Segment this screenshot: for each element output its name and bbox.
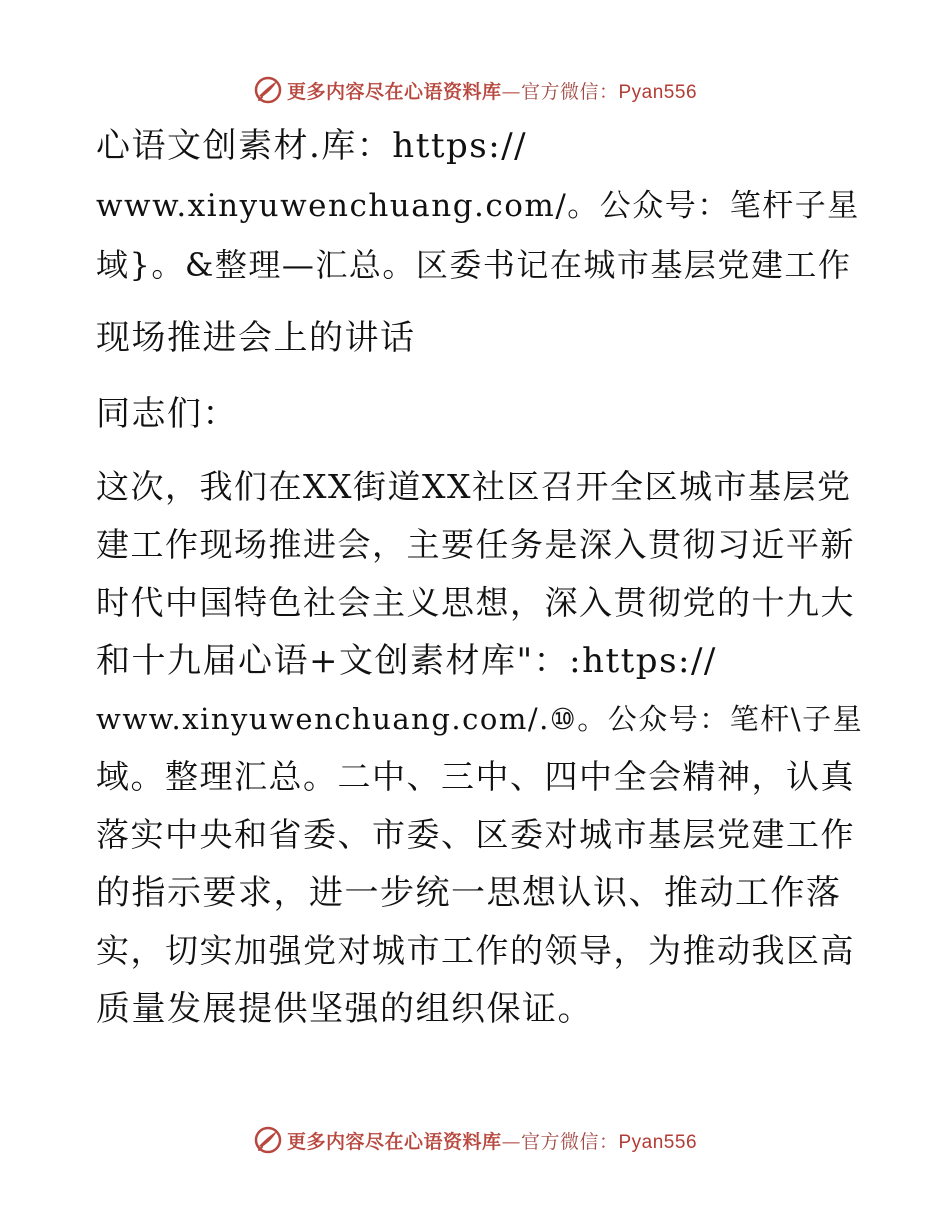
text-line: www.xinyuwenchuang.com/.⑩。公众号：笔杆\子星 [96,702,864,736]
quill-pen-logo-icon [253,1125,283,1155]
text-line: www.xinyuwenchuang.com/。公众号：笔杆子星 [96,188,860,224]
salutation: 同志们： [96,394,238,434]
text-line: 落实中央和省委、市委、区委对城市基层党建工作 [96,815,855,854]
text-line: 域。整理汇总。二中、三中、四中全会精神，认真 [96,757,855,796]
header-watermark-banner [0,70,950,110]
text-line: 域}。&整理—汇总。区委书记在城市基层党建工作 [96,246,852,284]
text-line: 的指示要求，进一步统一思想认识、推动工作落 [96,873,842,913]
text-line: 这次，我们在XX街道XX社区召开全区城市基层党 [96,467,852,506]
watermark-text: 更多内容尽在心语资料库—官方微信：Pyan556 [286,80,698,103]
footer-watermark-banner [0,1120,950,1160]
text-line: 质量发展提供坚强的组织保证。 [96,989,593,1029]
text-line: 实，切实加强党对城市工作的领导，为推动我区高 [96,931,855,970]
watermark-text: 更多内容尽在心语资料库—官方微信：Pyan556 [286,1130,698,1153]
document-title: 现场推进会上的讲话 [96,318,416,358]
text-line: 和十九届心语+文创素材库"：:https:// [96,641,717,681]
text-line: 时代中国特色社会主义思想，深入贯彻党的十九大 [96,583,855,622]
quill-pen-logo-icon [253,75,283,105]
text-line: 心语文创素材.库：https:// [96,126,528,166]
text-line: 建工作现场推进会，主要任务是深入贯彻习近平新 [96,525,855,564]
